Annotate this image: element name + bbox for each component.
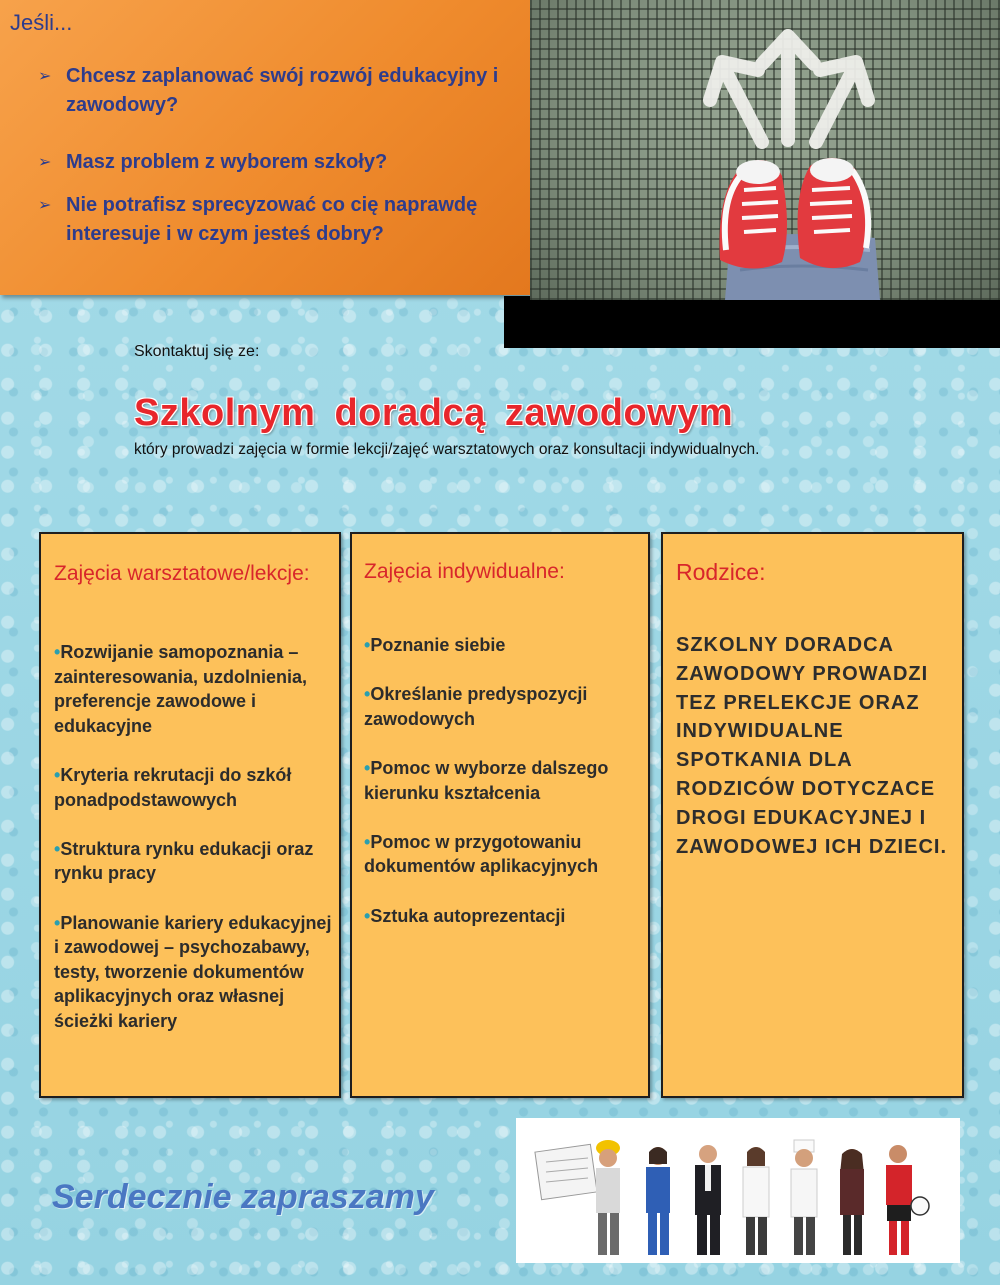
chalk-arrow-center-icon <box>762 36 814 140</box>
bullet-dot-icon: • <box>364 757 371 778</box>
contact-lead: Skontaktuj się ze: <box>134 343 260 360</box>
chalk-arrow-right-icon <box>816 62 868 142</box>
list-item-text: Rozwijanie samopoznania – zainteresowania, uzdolnienia, preferencje zawodowe i edukacyjne <box>54 642 308 736</box>
intro-panel <box>0 0 530 295</box>
question-item <box>38 148 508 177</box>
question-text: Nie potrafisz sprecyzować co cię naprawdę interesuje i w czym jesteś dobry? <box>66 194 478 245</box>
question-text: Masz problem z wyborem szkoły? <box>66 151 388 173</box>
list-item-text: Pomoc w wyborze dalszego kierunku kształcenia <box>364 757 609 803</box>
bullet-dot-icon: • <box>364 635 371 655</box>
list-item-text: Planowanie kariery edukacyjnej i zawodowej – psychozabawy, testy, tworzenie dokumentów aplikacyjnych oraz własnej ścieżki kariery <box>54 912 332 1031</box>
chef-figure-icon <box>791 1140 817 1255</box>
sneakers-arrows-photo <box>530 0 1000 300</box>
list-item <box>364 830 642 879</box>
list-item <box>364 633 642 658</box>
plans-paper-icon <box>535 1144 597 1199</box>
workshops-box <box>39 532 341 1098</box>
list-item-text: Kryteria rekrutacji do szkół ponadpodstawowych <box>54 764 292 810</box>
list-item <box>54 837 332 886</box>
question-item <box>38 191 508 249</box>
headline: Szkolnym doradcą zawodowym <box>134 392 734 434</box>
bullet-dot-icon: • <box>54 838 61 859</box>
question-text: Chcesz zaplanować swój rozwój edukacyjny i zawodowy? <box>66 65 499 116</box>
headline-description: który prowadzi zajęcia w formie lekcji/zajęć warsztatowych oraz konsultacji indywidualnych. <box>134 441 760 458</box>
question-item <box>38 62 508 120</box>
workshops-list <box>54 640 332 1058</box>
nurse-figure-icon <box>646 1147 670 1255</box>
list-item <box>364 904 642 929</box>
list-item <box>364 756 642 805</box>
list-item-text: Określanie predyspozycji zawodowych <box>364 684 588 729</box>
bullet-dot-icon: • <box>54 764 61 785</box>
bullet-dot-icon: • <box>364 905 371 926</box>
list-item-text: Poznanie siebie <box>370 635 506 655</box>
list-item <box>54 640 332 738</box>
list-item-text: Pomoc w przygotowaniu dokumentów aplikacyjnych <box>364 831 599 877</box>
professionals-group-photo <box>516 1118 960 1263</box>
list-item <box>54 763 332 812</box>
photo-shadow-bar <box>504 296 1000 348</box>
parents-text: SZKOLNY DORADCA ZAWODOWY PROWADZI TEZ PRELEKCJE ORAZ INDYWIDUALNE SPOTKANIA DLA RODZICÓW DOTYCZACE DROGI EDUKACYJNEJ I ZAWODOWEJ ICH DZIECI. <box>676 634 947 858</box>
parents-box <box>661 532 964 1098</box>
arrow-bullet-icon: ➢ <box>38 197 52 214</box>
worker-figure-icon <box>596 1140 620 1255</box>
doctor-figure-icon <box>743 1147 769 1255</box>
workshops-title: Zajęcia warsztatowe/lekcje: <box>54 562 310 585</box>
invitation-text: Serdecznie zapraszamy <box>52 1178 434 1216</box>
arrow-bullet-icon: ➢ <box>38 68 52 85</box>
bullet-dot-icon: • <box>364 684 371 705</box>
intro-heading: Jeśli... <box>10 10 73 35</box>
woman-figure-icon <box>840 1149 864 1255</box>
footballer-figure-icon <box>886 1145 929 1255</box>
individual-list <box>364 633 642 953</box>
list-item <box>364 682 642 731</box>
list-item-text: Struktura rynku edukacji oraz rynku pracy <box>54 838 314 884</box>
businessman-figure-icon <box>695 1145 721 1255</box>
list-item <box>54 911 332 1034</box>
bullet-dot-icon: • <box>364 831 371 852</box>
individual-title: Zajęcia indywidualne: <box>364 560 565 583</box>
right-sneaker-icon <box>798 158 869 268</box>
left-sneaker-icon <box>720 160 788 269</box>
question-list <box>38 62 508 249</box>
list-item-text: Sztuka autoprezentacji <box>370 905 566 926</box>
bullet-dot-icon: • <box>54 642 61 662</box>
individual-box <box>350 532 650 1098</box>
arrow-bullet-icon: ➢ <box>38 154 52 171</box>
bullet-dot-icon: • <box>54 912 61 933</box>
parents-title: Rodzice: <box>676 559 766 585</box>
chalk-arrow-left-icon <box>710 62 762 142</box>
